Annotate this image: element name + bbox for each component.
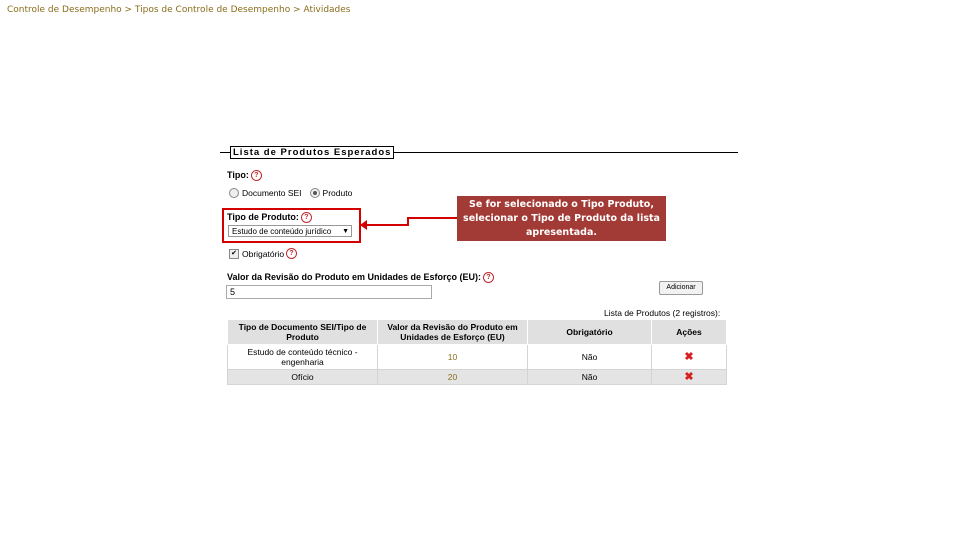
table-caption: Lista de Produtos (2 registros): <box>604 308 721 318</box>
tipo-radio-group <box>229 188 352 198</box>
help-question-icon[interactable]: ? <box>286 248 297 259</box>
cell-tipo: Ofício <box>228 370 378 385</box>
column-header-valor: Valor da Revisão do Produto em Unidades de Esforço (EU) <box>378 320 528 345</box>
cell-acoes <box>652 345 727 370</box>
cell-obrigatorio: Não <box>528 370 652 385</box>
tipo-label-row <box>227 170 262 181</box>
radio-produto-label: Produto <box>322 188 353 198</box>
highlight-box <box>222 208 361 243</box>
delete-x-icon[interactable]: ✖ <box>684 351 694 363</box>
tipo-label: Tipo: <box>227 170 249 180</box>
fieldset-legend: Lista de Produtos Esperados <box>230 146 394 159</box>
callout-connector <box>407 218 409 226</box>
callout-connector <box>407 217 457 219</box>
help-question-icon[interactable]: ? <box>301 212 312 223</box>
valor-revisao-label-row <box>227 272 494 283</box>
breadcrumb: Controle de Desempenho > Tipos de Controle de Desempenho > Atividades <box>7 5 351 15</box>
cell-valor: 10 <box>378 345 528 370</box>
radio-produto[interactable] <box>310 188 320 198</box>
table-row <box>228 345 727 370</box>
obrigatorio-checkbox[interactable]: ✔ <box>229 249 239 259</box>
products-table <box>227 319 727 385</box>
cell-obrigatorio: Não <box>528 345 652 370</box>
delete-x-icon[interactable]: ✖ <box>684 371 694 383</box>
cell-tipo: Estudo de conteúdo técnico - engenharia <box>228 345 378 370</box>
column-header-acoes: Ações <box>652 320 727 345</box>
table-row <box>228 370 727 385</box>
tipo-produto-label: Tipo de Produto: <box>227 212 299 222</box>
cell-valor: 20 <box>378 370 528 385</box>
valor-revisao-input[interactable]: 5 <box>226 285 432 299</box>
help-question-icon[interactable]: ? <box>251 170 262 181</box>
chevron-down-icon: ▼ <box>342 228 349 235</box>
valor-revisao-label: Valor da Revisão do Produto em Unidades de Esforço (EU): <box>227 272 482 282</box>
obrigatorio-row <box>229 248 297 259</box>
obrigatorio-label: Obrigatório <box>242 248 285 259</box>
table-header-row <box>228 320 727 345</box>
column-header-obrigatorio: Obrigatório <box>528 320 652 345</box>
help-question-icon[interactable]: ? <box>483 272 494 283</box>
column-header-tipo: Tipo de Documento SEI/Tipo de Produto <box>228 320 378 345</box>
callout-note: Se for selecionado o Tipo Produto, selecionar o Tipo de Produto da lista apresentada. <box>457 196 666 241</box>
radio-documento-sei[interactable] <box>229 188 239 198</box>
tipo-produto-selected-value: Estudo de conteúdo jurídico <box>232 227 332 236</box>
add-button[interactable]: Adicionar <box>659 281 703 295</box>
radio-documento-sei-label: Documento SEI <box>242 188 302 198</box>
callout-connector <box>361 224 409 226</box>
cell-acoes <box>652 370 727 385</box>
